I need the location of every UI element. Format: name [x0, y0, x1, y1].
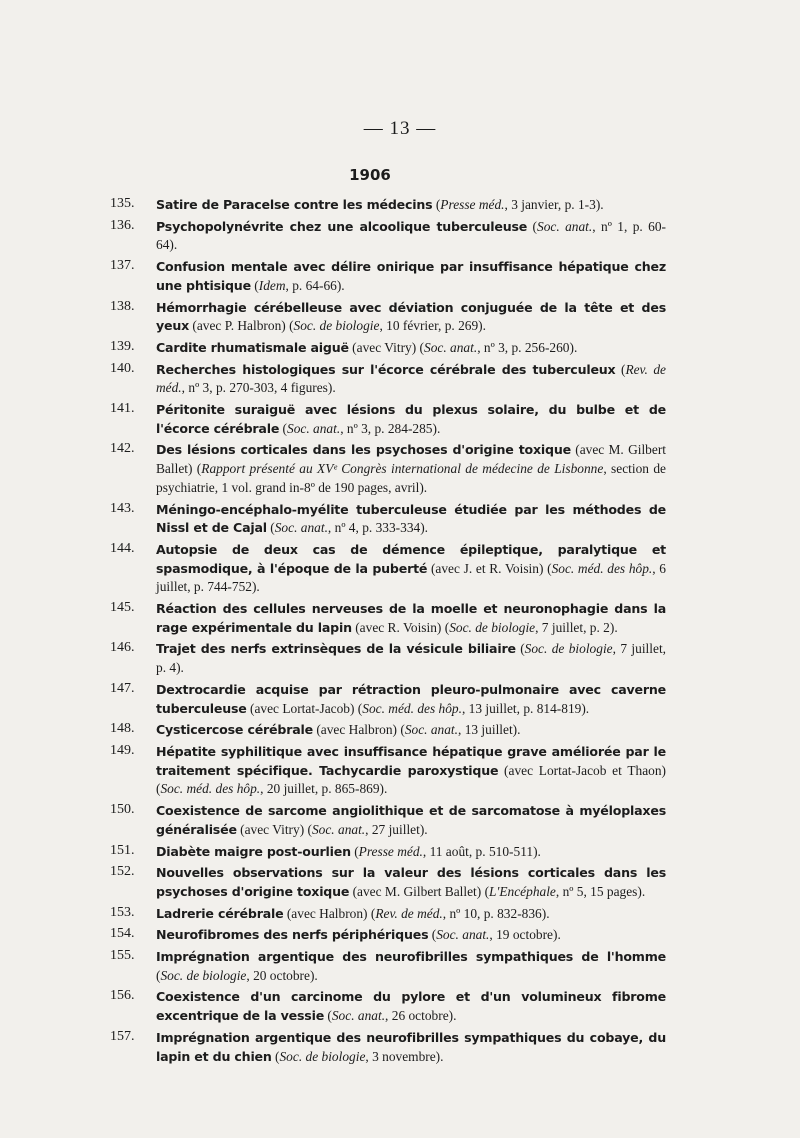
list-item: [110, 1029, 666, 1066]
entry-detail: (avec P. Halbron) (: [189, 318, 294, 334]
entry-detail: (: [432, 197, 441, 212]
entry-citation: , nº 4, p. 333-334).: [327, 520, 429, 536]
entry-number: 142.: [110, 441, 135, 457]
entry-reference: Soc. anat.: [436, 927, 490, 943]
entry-detail: (: [350, 843, 359, 859]
entry-citation: , nº 5, 15 pages).: [555, 883, 646, 899]
entry-text: [156, 600, 666, 637]
entry-number: 144.: [110, 540, 135, 556]
entry-title: Coexistence de sarcome angiolithique et de sarcomatose à myéloplaxes généralisée: [156, 803, 666, 837]
entry-title: Imprégnation argentique des neurofibrilles sympathiques du cobaye, du lapin et du chien: [156, 1029, 666, 1064]
entry-number: 157.: [110, 1028, 135, 1044]
entry-reference: Soc. de biologie: [293, 318, 380, 334]
entry-title: Diabète maigre post-ourlien: [156, 843, 351, 859]
entry-citation: , 3 janvier, p. 1-3).: [504, 197, 604, 212]
list-item: [110, 541, 666, 597]
entry-title: Réaction des cellules nerveuses de la moelle et neuronophagie dans la rage expérimentale du lapin: [156, 601, 666, 635]
entry-number: 147.: [110, 680, 135, 696]
entry-detail: (: [271, 1048, 280, 1064]
entry-detail: (: [428, 927, 437, 943]
list-item: [110, 501, 666, 538]
entry-citation: , 26 octobre).: [385, 1008, 457, 1024]
entry-title: Coexistence d'un carcinome du pylore et d'un volumineux fibrome excentrique de la vessie: [156, 989, 666, 1024]
entry-detail: (avec R. Voisin) (: [351, 619, 450, 635]
list-item: [110, 681, 666, 718]
entry-detail: (avec J. et R. Voisin) (: [427, 560, 552, 576]
entry-detail: (avec Halbron) (: [312, 722, 405, 738]
entry-detail: (avec M. Gilbert Ballet) (: [349, 883, 490, 899]
list-item: [110, 743, 666, 799]
list-item: [110, 196, 666, 215]
entry-citation: , 11 août, p. 510-511).: [422, 843, 541, 859]
entry-text: [156, 802, 666, 839]
entry-detail: (avec Vitry) (: [236, 821, 312, 837]
entry-number: 145.: [110, 600, 135, 616]
entry-detail: (avec Halbron) (: [283, 905, 376, 921]
entry-title: Neurofibromes des nerfs périphériques: [156, 927, 429, 943]
entry-text: [156, 905, 666, 924]
entry-detail: (: [615, 361, 626, 377]
entry-reference: Soc. de biologie: [524, 641, 613, 657]
list-item: [110, 640, 666, 677]
entry-number: 135.: [110, 196, 135, 211]
entry-text: [156, 843, 666, 862]
entry-reference: Rev. de méd.: [156, 361, 666, 396]
entry-number: 141.: [110, 401, 135, 417]
list-item: [110, 339, 666, 358]
entry-number: 152.: [110, 864, 135, 880]
list-item: [110, 600, 666, 637]
entry-reference: Soc. méd. des hôp.: [362, 700, 462, 716]
list-item: [110, 721, 666, 740]
entry-reference: Soc. anat.: [424, 339, 478, 355]
entry-title: Cardite rhumatismale aiguë: [156, 339, 349, 355]
entry-citation: , 20 octobre).: [246, 967, 318, 983]
entry-title: Imprégnation argentique des neurofibrilles sympathiques de l'homme: [156, 949, 666, 965]
entry-text: [156, 948, 666, 985]
entry-number: 155.: [110, 948, 135, 964]
entry-title: Hémorrhagie cérébelleuse avec déviation conjuguée de la tête et des yeux: [156, 299, 666, 334]
entry-text: [156, 401, 666, 438]
entry-title: Autopsie de deux cas de démence épileptique, paralytique et spasmodique, à l'époque de la puberté: [156, 541, 666, 576]
entry-citation: , 13 juillet, p. 814-819).: [461, 700, 590, 716]
entry-text: [156, 988, 666, 1025]
entry-reference: Soc. anat.: [311, 821, 366, 837]
entry-detail: (avec Vitry) (: [348, 339, 424, 355]
entry-number: 146.: [110, 640, 135, 656]
entry-number: 139.: [110, 338, 135, 354]
list-item: [110, 926, 666, 945]
entry-number: 137.: [110, 258, 135, 274]
entry-text: [156, 541, 666, 597]
entry-detail: (avec Lortat-Jacob et Thaon) (: [156, 762, 666, 797]
entry-reference: Soc. méd. des hôp.: [160, 781, 261, 797]
entry-reference: Soc. de biologie: [160, 967, 247, 983]
entry-number: 154.: [110, 926, 135, 942]
entry-title: Confusion mentale avec délire onirique par insuffisance hépatique chez une phtisique: [156, 259, 666, 293]
entry-citation: , nº 1, p. 60-64).: [156, 218, 666, 253]
entry-reference: Soc. de biologie: [279, 1048, 366, 1064]
entry-reference: Soc. méd. des hôp.: [551, 560, 653, 576]
entry-reference: Soc. anat.: [404, 722, 458, 738]
entry-reference: L'Encéphale: [489, 883, 556, 899]
entry-title: Cysticercose cérébrale: [156, 722, 313, 738]
list-item: [110, 258, 666, 295]
entry-citation: , 27 juillet).: [365, 821, 428, 837]
entry-detail: (: [250, 277, 259, 293]
entry-title: Psychopolynévrite chez une alcoolique tuberculeuse: [156, 218, 528, 234]
entry-number: 149.: [110, 742, 135, 758]
entry-citation: , p. 64-66).: [285, 277, 345, 293]
entry-title: Des lésions corticales dans les psychoses d'origine toxique: [156, 442, 571, 458]
bibliography-list: [110, 196, 666, 1069]
entry-title: Dextrocardie acquise par rétraction pleuro-pulmonaire avec caverne tuberculeuse: [156, 681, 666, 716]
list-item: [110, 361, 666, 398]
entry-reference: Soc. anat.: [537, 218, 593, 234]
list-item: [110, 802, 666, 839]
entry-title: Recherches histologiques sur l'écorce cérébrale des tuberculeux: [156, 361, 616, 377]
entry-text: [156, 681, 666, 718]
list-item: [110, 864, 666, 901]
entry-number: 150.: [110, 802, 135, 818]
entry-citation: , nº 10, p. 832-836).: [442, 905, 550, 921]
entry-title: Nouvelles observations sur la valeur des lésions corticales dans les psychoses d'origine toxique: [156, 865, 666, 899]
entry-text: [156, 218, 666, 255]
entry-title: Hépatite syphilitique avec insuffisance hépatique grave améliorée par le traitement spécifique. Tachycardie paroxystique: [156, 743, 666, 778]
entry-title: Péritonite suraiguë avec lésions du plexus solaire, du bulbe et de l'écorce cérébrale: [156, 402, 666, 436]
entry-reference: Idem: [258, 277, 286, 293]
entry-number: 138.: [110, 298, 135, 314]
entry-citation: , nº 3, p. 256-260).: [477, 339, 578, 355]
list-item: [110, 299, 666, 336]
entry-citation: , 6 juillet, p. 744-752).: [156, 560, 667, 595]
entry-reference: Rapport présenté au XVᵉ Congrès international de médecine de Lisbonne: [201, 461, 604, 477]
entry-citation: , 7 juillet, p. 2).: [535, 619, 618, 635]
entry-text: [156, 258, 666, 295]
entry-reference: Soc. anat.: [274, 520, 328, 536]
entry-text: [156, 640, 666, 677]
entry-citation: , 13 juillet).: [458, 722, 521, 738]
entry-text: [156, 926, 666, 945]
entry-reference: Soc. de biologie: [449, 619, 536, 635]
entry-detail: (: [324, 1008, 332, 1024]
entry-number: 140.: [110, 360, 135, 376]
entry-number: 143.: [110, 500, 135, 516]
entry-title: Trajet des nerfs extrinsèques de la vésicule biliaire: [156, 641, 516, 657]
entry-detail: (avec M. Gilbert Ballet) (: [156, 442, 666, 477]
entry-text: [156, 864, 666, 901]
entry-number: 148.: [110, 721, 135, 737]
entry-detail: (: [266, 520, 275, 536]
entry-text: [156, 441, 666, 497]
entry-reference: Presse méd.: [440, 197, 505, 212]
page-number: — 13 —: [363, 118, 437, 139]
list-item: [110, 988, 666, 1025]
list-item: [110, 905, 666, 924]
entry-detail: (: [279, 420, 287, 436]
entry-detail: (: [156, 967, 161, 983]
entry-text: [156, 299, 666, 336]
entry-reference: Soc. anat.: [287, 420, 341, 436]
entry-title: Satire de Paracelse contre les médecins: [156, 197, 433, 212]
entry-citation: , 3 novembre).: [365, 1048, 444, 1064]
entry-citation: , 20 juillet, p. 865-869).: [260, 781, 388, 797]
entry-reference: Soc. anat.: [331, 1008, 386, 1024]
entry-citation: , nº 3, p. 284-285).: [340, 420, 441, 436]
entry-text: [156, 1029, 666, 1066]
entry-text: [156, 743, 666, 799]
entry-text: [156, 361, 666, 398]
entry-text: [156, 196, 666, 215]
entry-citation: , section de psychiatrie, 1 vol. grand in-8º de 190 pages, avril).: [156, 461, 666, 495]
entry-text: [156, 339, 666, 358]
entry-citation: , 19 octobre).: [489, 927, 561, 943]
entry-citation: , nº 3, p. 270-303, 4 figures).: [181, 380, 336, 396]
list-item: [110, 218, 666, 255]
entry-citation: , 10 février, p. 269).: [379, 318, 486, 334]
entry-reference: Rev. de méd.: [375, 905, 443, 921]
entry-reference: Presse méd.: [358, 843, 423, 859]
entry-text: [156, 501, 666, 538]
entry-detail: (avec Lortat-Jacob) (: [246, 700, 363, 716]
entry-detail: (: [515, 641, 525, 657]
list-item: [110, 948, 666, 985]
list-item: [110, 843, 666, 862]
year-heading: 1906: [349, 166, 391, 184]
entry-text: [156, 721, 666, 740]
list-item: [110, 441, 666, 497]
list-item: [110, 401, 666, 438]
entry-detail: (: [527, 218, 537, 234]
entry-number: 151.: [110, 842, 135, 858]
entry-number: 156.: [110, 988, 135, 1004]
entry-title: Méningo-encéphalo-myélite tuberculeuse étudiée par les méthodes de Nissl et de Cajal: [156, 501, 666, 536]
entry-number: 153.: [110, 904, 135, 920]
entry-number: 136.: [110, 217, 135, 233]
entry-citation: , 7 juillet, p. 4).: [156, 641, 667, 676]
entry-title: Ladrerie cérébrale: [156, 905, 284, 921]
